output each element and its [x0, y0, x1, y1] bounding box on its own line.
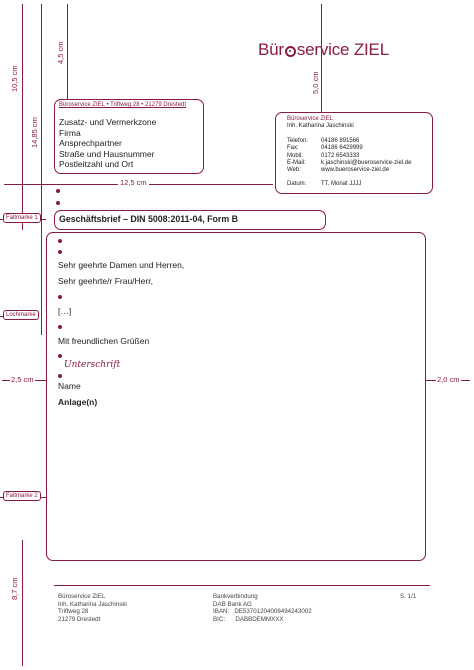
footer-line: Büroservice ZIEL	[58, 593, 106, 600]
bullet-marker	[58, 295, 62, 299]
info-row-mobile: Mobil: 0172 6543333	[287, 152, 360, 159]
logo-ring-icon	[285, 46, 296, 57]
address-line: Postleitzahl und Ort	[59, 159, 134, 169]
dim-line-4-5	[67, 4, 68, 99]
address-line: Straße und Hausnummer	[59, 148, 155, 159]
footer-line: DAB Bank AG	[213, 600, 252, 608]
dim-label-14-85: 14,85 cm	[30, 117, 39, 148]
bullet-marker	[58, 374, 62, 378]
dim-label-4-5: 4,5 cm	[56, 41, 65, 64]
address-line: Firma	[59, 127, 81, 138]
footer-bank	[213, 593, 312, 623]
fold-marker-2: Faltmarke 2	[3, 491, 41, 501]
company-logo: Bür service ZIEL	[258, 40, 389, 59]
signer-name: Name	[58, 381, 81, 391]
info-row-web: Web: www.bueroservice-ziel.de	[287, 167, 390, 174]
dim-label-12-5: 12,5 cm	[120, 178, 147, 187]
subject-text: Geschäftsbrief – DIN 5008:2011-04, Form B	[59, 214, 238, 224]
info-block	[275, 112, 433, 194]
footer-line: 21279 Drestedt	[58, 615, 101, 623]
dim-label-8-7: 8,7 cm	[10, 577, 19, 600]
footer-company	[58, 593, 127, 623]
dim-label-2-0: 2,0 cm	[437, 375, 460, 384]
closing-phrase: Mit freundlichen Grüßen	[58, 336, 150, 346]
bullet-marker	[58, 239, 62, 243]
address-lines	[59, 117, 156, 170]
bullet-marker	[58, 354, 62, 358]
address-field	[54, 99, 204, 174]
info-content	[287, 116, 431, 188]
bullet-marker	[56, 201, 60, 205]
dim-line-8-7	[22, 540, 23, 666]
dim-line-14-85	[41, 4, 42, 335]
subject-field	[54, 210, 326, 230]
bullet-marker	[56, 189, 60, 193]
dim-label-10-5: 10,5 cm	[10, 65, 19, 92]
address-line: Ansprechpartner	[59, 138, 122, 148]
footer-line: BIC: DABBDEMMXXX	[213, 615, 284, 623]
info-row-email: E-Mail: k.jaschinski@bueroservice-ziel.de	[287, 160, 412, 167]
info-owner: Inh. Katharina Jaschinski	[287, 123, 354, 130]
dim-line-10-5	[22, 4, 23, 230]
return-address-line: Büroservice ZIEL • Triftweg 28 • 21279 Drestedt	[59, 102, 187, 108]
info-row-phone: Telefon: 04186 891566	[287, 137, 360, 144]
attachments-label: Anlage(n)	[58, 397, 98, 407]
address-line: Zusatz- und Vermerkzone	[59, 117, 157, 127]
footer-line: Triftweg 28	[58, 608, 89, 615]
footer-separator	[54, 585, 430, 586]
info-company: Büroservice ZIEL	[287, 116, 334, 122]
footer-line: IBAN: DE53701204008494243002	[213, 608, 312, 615]
page-number: S. 1/1	[400, 593, 417, 600]
salutation-general: Sehr geehrte Damen und Herren,	[58, 260, 185, 270]
bullet-marker	[58, 325, 62, 329]
footer-line: Bankverbindung	[213, 593, 258, 600]
salutation-personal: Sehr geehrte/r Frau/Herr,	[58, 276, 153, 286]
fold-marker-1: Faltmarke 1	[3, 213, 41, 223]
signature: Unterschrift	[64, 360, 121, 370]
info-row-fax: Fax: 04186 6429999	[287, 145, 363, 152]
body-ellipsis: […]	[58, 306, 72, 316]
footer-line: Inh. Katharina Jaschinski	[58, 600, 127, 608]
info-row-date: Datum: TT. Monat JJJJ	[287, 180, 362, 187]
dim-label-2-5: 2,5 cm	[11, 375, 34, 384]
bullet-marker	[58, 250, 62, 254]
dim-label-5-0: 5,0 cm	[311, 71, 320, 94]
punch-marker: Lochmarke	[3, 310, 39, 320]
